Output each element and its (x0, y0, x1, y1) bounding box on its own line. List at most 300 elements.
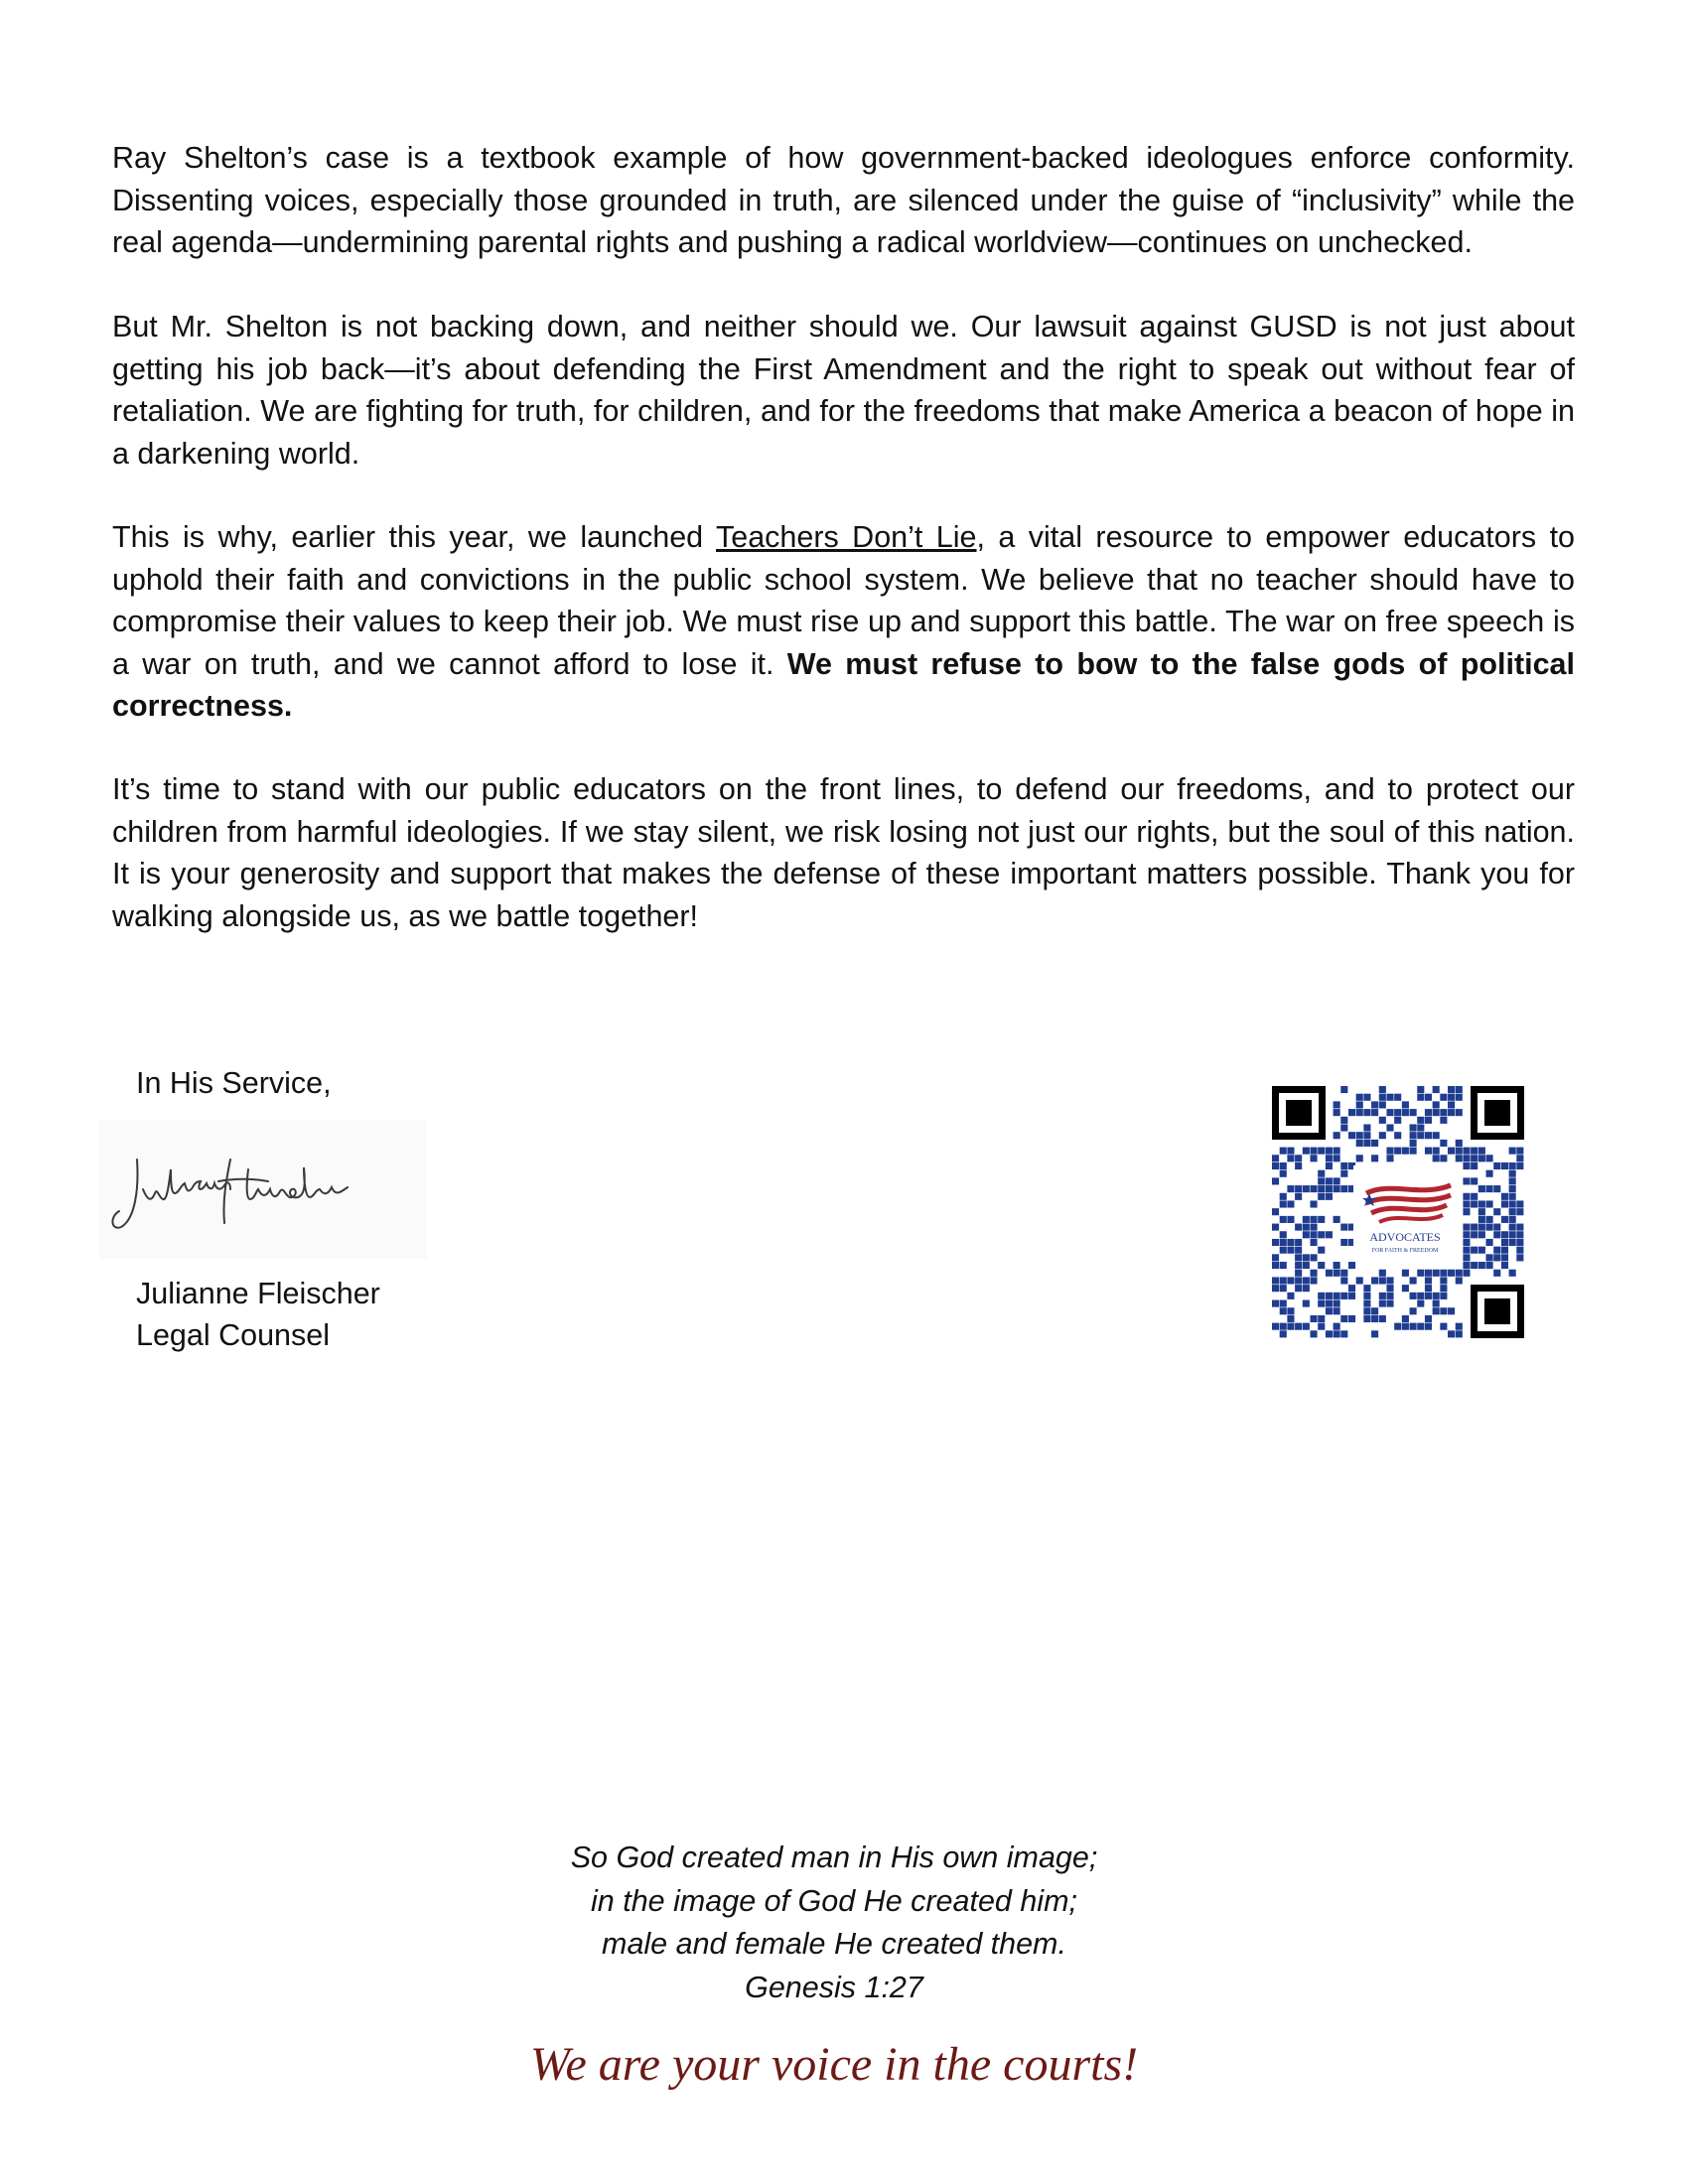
qr-module (1456, 1155, 1463, 1161)
qr-module (1410, 1124, 1417, 1131)
qr-module (1280, 1323, 1287, 1330)
qr-module (1272, 1162, 1279, 1169)
qr-module (1272, 1224, 1279, 1231)
qr-module (1326, 1162, 1333, 1169)
qr-module (1486, 1185, 1493, 1192)
qr-module (1501, 1193, 1508, 1200)
tagline: We are your voice in the courts! (529, 2038, 1139, 2091)
qr-module (1425, 1323, 1432, 1330)
qr-module (1410, 1307, 1417, 1314)
qr-module (1340, 1170, 1347, 1177)
qr-module (1386, 1148, 1393, 1155)
qr-module (1272, 1323, 1279, 1330)
qr-module (1425, 1270, 1432, 1277)
qr-module (1272, 1285, 1279, 1292)
qr-module (1371, 1101, 1378, 1108)
qr-module (1386, 1094, 1393, 1101)
qr-module (1272, 1177, 1279, 1184)
qr-module (1471, 1193, 1477, 1200)
qr-module (1310, 1185, 1317, 1192)
qr-module (1318, 1177, 1325, 1184)
qr-module (1478, 1208, 1485, 1215)
qr-module (1318, 1216, 1325, 1223)
qr-module (1371, 1330, 1378, 1337)
paragraph-3-bold: We must refuse to bow to the false gods of political correctness. (112, 646, 1575, 723)
paragraph-1: Ray Shelton’s case is a textbook example of how government-backed ideologues enforce conformity. Dissenting voices, especially those grounded in truth, are silenced under the guise of “inclusivity” while the real agenda—undermining parental rights and pushing a radical worldview—continues on unchecked. (112, 141, 1575, 259)
qr-module (1340, 1277, 1347, 1284)
qr-module (1303, 1254, 1310, 1261)
qr-module (1295, 1285, 1302, 1292)
qr-module (1463, 1162, 1470, 1169)
qr-module (1356, 1277, 1363, 1284)
qr-module (1272, 1254, 1279, 1261)
teachers-dont-lie-link[interactable]: Teachers Don’t Lie (716, 520, 977, 554)
qr-module (1471, 1262, 1477, 1269)
qr-module (1363, 1315, 1370, 1322)
qr-module (1334, 1101, 1340, 1108)
qr-module (1334, 1323, 1340, 1330)
qr-module (1509, 1185, 1516, 1192)
signature (99, 1120, 427, 1259)
qr-module (1402, 1101, 1409, 1108)
qr-module (1471, 1224, 1477, 1231)
qr-module (1326, 1177, 1333, 1184)
qr-module (1379, 1094, 1386, 1101)
qr-module (1280, 1307, 1287, 1314)
qr-module (1463, 1208, 1470, 1215)
qr-module (1310, 1239, 1317, 1246)
qr-module (1310, 1270, 1317, 1277)
signature-image (99, 1120, 427, 1259)
qr-module (1287, 1155, 1294, 1161)
qr-module (1471, 1148, 1477, 1155)
qr-module (1425, 1315, 1432, 1322)
qr-module (1516, 1254, 1523, 1261)
qr-module (1287, 1200, 1294, 1207)
qr-module (1318, 1262, 1325, 1269)
qr-module (1509, 1170, 1516, 1177)
qr-module (1287, 1277, 1294, 1284)
qr-module (1310, 1254, 1317, 1261)
qr-module (1287, 1323, 1294, 1330)
qr-module (1310, 1231, 1317, 1238)
qr-module (1326, 1307, 1333, 1314)
qr-module (1456, 1277, 1463, 1284)
qr-module (1471, 1155, 1477, 1161)
qr-module (1287, 1216, 1294, 1223)
qr-module (1493, 1231, 1500, 1238)
qr-module (1379, 1117, 1386, 1124)
qr-module (1310, 1315, 1317, 1322)
qr-module (1478, 1155, 1485, 1161)
qr-module (1440, 1285, 1447, 1292)
qr-module (1486, 1239, 1493, 1246)
qr-module (1371, 1140, 1378, 1147)
qr-module (1433, 1300, 1440, 1307)
qr-module (1280, 1231, 1287, 1238)
qr-module (1417, 1270, 1424, 1277)
qr-module (1363, 1094, 1370, 1101)
signer-title: Legal Counsel (136, 1318, 331, 1352)
qr-module (1425, 1109, 1432, 1116)
qr-module (1425, 1277, 1432, 1284)
qr-module (1478, 1231, 1485, 1238)
qr-module (1287, 1148, 1294, 1155)
qr-module (1334, 1307, 1340, 1314)
qr-module (1440, 1323, 1447, 1330)
qr-module (1509, 1148, 1516, 1155)
qr-module (1318, 1323, 1325, 1330)
qr-module (1478, 1216, 1485, 1223)
qr-module (1410, 1109, 1417, 1116)
qr-module (1440, 1094, 1447, 1101)
qr-module (1486, 1170, 1493, 1177)
paragraph-3-text-cont: , a vital resource to empower educators to uphold their faith and convictions in the public school system. We believe that no teacher should have to compromise their values to keep their job. We must rise up and support this battle. The war on free speech is a war on truth, and we cannot afford to lose it. (112, 520, 1576, 681)
qr-module (1433, 1155, 1440, 1161)
qr-module (1303, 1262, 1310, 1269)
qr-module (1340, 1185, 1347, 1192)
qr-module (1287, 1293, 1294, 1299)
qr-logo-text: ADVOCATES (1369, 1230, 1441, 1244)
qr-module (1433, 1101, 1440, 1108)
qr-module (1448, 1330, 1455, 1337)
qr-module (1402, 1315, 1409, 1322)
qr-module (1509, 1208, 1516, 1215)
qr-module (1410, 1293, 1417, 1299)
qr-module (1456, 1094, 1463, 1101)
qr-module (1425, 1094, 1432, 1101)
qr-module (1509, 1200, 1516, 1207)
qr-module (1463, 1155, 1470, 1161)
qr-module (1463, 1247, 1470, 1254)
qr-module (1295, 1193, 1302, 1200)
qr-module (1280, 1262, 1287, 1269)
qr-module (1478, 1148, 1485, 1155)
qr-module (1348, 1285, 1355, 1292)
qr-module (1501, 1254, 1508, 1261)
qr-module (1280, 1239, 1287, 1246)
qr-module (1471, 1177, 1477, 1184)
qr-module (1486, 1155, 1493, 1161)
qr-module (1280, 1170, 1287, 1177)
qr-module (1516, 1155, 1523, 1161)
qr-module (1303, 1148, 1310, 1155)
qr-module (1448, 1148, 1455, 1155)
salutation: In His Service, (136, 1066, 332, 1100)
qr-module (1356, 1109, 1363, 1116)
qr-module (1501, 1262, 1508, 1269)
qr-module (1386, 1124, 1393, 1131)
qr-module (1486, 1200, 1493, 1207)
qr-module (1440, 1140, 1447, 1147)
qr-module (1417, 1293, 1424, 1299)
qr-module (1348, 1262, 1355, 1269)
qr-module (1318, 1300, 1325, 1307)
qr-module (1340, 1330, 1347, 1337)
qr-module (1493, 1208, 1500, 1215)
qr-module (1509, 1239, 1516, 1246)
qr-module (1509, 1216, 1516, 1223)
qr-module (1493, 1185, 1500, 1192)
qr-module (1516, 1239, 1523, 1246)
qr-module (1318, 1247, 1325, 1254)
paragraph-4: It’s time to stand with our public educators on the front lines, to defend our freedoms, and to protect our children from harmful ideologies. If we stay silent, we risk losing not just our rights, but the soul of this nation. It is your generosity and support that makes the defense of these important matters possible. Thank you for walking alongside us, as we battle together! (112, 772, 1575, 933)
qr-finder-center (1484, 1298, 1510, 1324)
qr-module (1386, 1109, 1393, 1116)
qr-module (1334, 1132, 1340, 1139)
qr-module (1340, 1239, 1347, 1246)
qr-module (1318, 1293, 1325, 1299)
qr-module (1448, 1086, 1455, 1093)
qr-module (1516, 1200, 1523, 1207)
qr-logo-subtext: FOR FAITH & FREEDOM (1371, 1248, 1439, 1254)
qr-module (1478, 1224, 1485, 1231)
qr-module (1501, 1200, 1508, 1207)
qr-module (1379, 1270, 1386, 1277)
verse-reference: Genesis 1:27 (745, 1970, 923, 2004)
qr-module (1340, 1270, 1347, 1277)
qr-module (1356, 1094, 1363, 1101)
qr-code[interactable] (1272, 1086, 1524, 1338)
qr-module (1280, 1200, 1287, 1207)
qr-module (1318, 1170, 1325, 1177)
qr-module (1386, 1300, 1393, 1307)
qr-module (1334, 1155, 1340, 1161)
qr-module (1326, 1270, 1333, 1277)
qr-module (1371, 1155, 1378, 1161)
qr-module (1417, 1323, 1424, 1330)
qr-module (1410, 1132, 1417, 1139)
qr-module (1326, 1231, 1333, 1238)
qr-module (1463, 1262, 1470, 1269)
qr-module (1340, 1224, 1347, 1231)
qr-module (1280, 1216, 1287, 1223)
qr-module (1363, 1293, 1370, 1299)
qr-module (1295, 1262, 1302, 1269)
qr-module (1379, 1315, 1386, 1322)
qr-module (1363, 1124, 1370, 1131)
qr-module (1334, 1177, 1340, 1184)
qr-module (1379, 1101, 1386, 1108)
qr-module (1463, 1239, 1470, 1246)
qr-module (1456, 1270, 1463, 1277)
qr-module (1471, 1162, 1477, 1169)
qr-module (1334, 1262, 1340, 1269)
qr-module (1379, 1293, 1386, 1299)
qr-module (1417, 1300, 1424, 1307)
qr-module (1440, 1117, 1447, 1124)
qr-module (1456, 1330, 1463, 1337)
qr-module (1318, 1193, 1325, 1200)
qr-module (1295, 1323, 1302, 1330)
qr-module (1509, 1231, 1516, 1238)
qr-module (1410, 1140, 1417, 1147)
qr-module (1501, 1239, 1508, 1246)
qr-module (1340, 1293, 1347, 1299)
qr-module (1417, 1086, 1424, 1093)
qr-module (1295, 1185, 1302, 1192)
qr-module (1471, 1200, 1477, 1207)
qr-module (1394, 1148, 1401, 1155)
qr-module (1440, 1109, 1447, 1116)
qr-module (1310, 1200, 1317, 1207)
qr-module (1348, 1132, 1355, 1139)
qr-module (1310, 1216, 1317, 1223)
qr-module (1516, 1208, 1523, 1215)
qr-module (1295, 1162, 1302, 1169)
qr-module (1318, 1148, 1325, 1155)
qr-module (1417, 1094, 1424, 1101)
qr-module (1280, 1277, 1287, 1284)
qr-module (1363, 1109, 1370, 1116)
qr-module (1340, 1086, 1347, 1093)
qr-module (1433, 1293, 1440, 1299)
qr-module (1448, 1109, 1455, 1116)
qr-module (1410, 1323, 1417, 1330)
qr-module (1379, 1300, 1386, 1307)
qr-module (1379, 1132, 1386, 1139)
qr-module (1348, 1293, 1355, 1299)
qr-module (1326, 1193, 1333, 1200)
qr-module (1295, 1155, 1302, 1161)
qr-module (1280, 1162, 1287, 1169)
qr-module (1303, 1224, 1310, 1231)
qr-module (1463, 1177, 1470, 1184)
qr-module (1371, 1315, 1378, 1322)
qr-module (1493, 1224, 1500, 1231)
qr-module (1340, 1315, 1347, 1322)
qr-module (1486, 1224, 1493, 1231)
qr-module (1501, 1231, 1508, 1238)
qr-module (1463, 1231, 1470, 1238)
qr-module (1394, 1109, 1401, 1116)
qr-module (1425, 1293, 1432, 1299)
qr-module (1463, 1270, 1470, 1277)
qr-module (1516, 1247, 1523, 1254)
qr-module (1371, 1307, 1378, 1314)
verse-line-2: in the image of God He created him; (591, 1883, 1077, 1918)
qr-module (1448, 1101, 1455, 1108)
qr-module (1478, 1247, 1485, 1254)
qr-module (1334, 1293, 1340, 1299)
verse-line-1: So God created man in His own image; (570, 1841, 1098, 1874)
qr-finder-center (1286, 1100, 1312, 1126)
qr-module (1463, 1224, 1470, 1231)
qr-module (1493, 1270, 1500, 1277)
qr-module (1501, 1247, 1508, 1254)
qr-module (1471, 1231, 1477, 1238)
qr-module (1340, 1162, 1347, 1169)
qr-module (1509, 1224, 1516, 1231)
qr-module (1509, 1270, 1516, 1277)
qr-module (1363, 1307, 1370, 1314)
qr-module (1394, 1132, 1401, 1139)
qr-module (1334, 1330, 1340, 1337)
qr-module (1493, 1162, 1500, 1169)
qr-module (1433, 1086, 1440, 1093)
qr-module (1433, 1270, 1440, 1277)
qr-module (1363, 1285, 1370, 1292)
qr-code-image[interactable] (1272, 1086, 1524, 1338)
qr-module (1463, 1200, 1470, 1207)
qr-module (1287, 1185, 1294, 1192)
qr-module (1272, 1239, 1279, 1246)
qr-module (1379, 1086, 1386, 1093)
qr-module (1348, 1109, 1355, 1116)
qr-module (1326, 1155, 1333, 1161)
qr-module (1402, 1109, 1409, 1116)
qr-module (1509, 1162, 1516, 1169)
qr-module (1456, 1148, 1463, 1155)
qr-module (1295, 1224, 1302, 1231)
qr-module (1334, 1216, 1340, 1223)
qr-module (1471, 1247, 1477, 1254)
qr-module (1356, 1101, 1363, 1108)
qr-module (1287, 1307, 1294, 1314)
qr-module (1280, 1148, 1287, 1155)
qr-module (1272, 1300, 1279, 1307)
qr-module (1394, 1117, 1401, 1124)
qr-module (1310, 1224, 1317, 1231)
qr-module (1478, 1185, 1485, 1192)
qr-module (1295, 1277, 1302, 1284)
qr-module (1348, 1315, 1355, 1322)
qr-module (1303, 1216, 1310, 1223)
qr-module (1272, 1262, 1279, 1269)
paragraph-3 (112, 516, 1575, 728)
qr-module (1394, 1094, 1401, 1101)
qr-module (1303, 1285, 1310, 1292)
qr-module (1310, 1330, 1317, 1337)
qr-module (1272, 1277, 1279, 1284)
qr-module (1363, 1132, 1370, 1139)
paragraph-2: But Mr. Shelton is not backing down, and neither should we. Our lawsuit against GUSD is not just about getting his job back—it’s about defending the First Amendment and the right to speak out without fear of retaliation. We are fighting for truth, for children, and for the freedoms that make America a beacon of hope in a darkening world. (112, 310, 1575, 471)
qr-module (1303, 1277, 1310, 1284)
qr-finder-center (1484, 1100, 1510, 1126)
qr-module (1410, 1277, 1417, 1284)
qr-module (1326, 1148, 1333, 1155)
qr-module (1386, 1277, 1393, 1284)
qr-module (1340, 1124, 1347, 1131)
qr-module (1448, 1270, 1455, 1277)
qr-module (1356, 1155, 1363, 1161)
bible-verse (437, 1837, 1231, 2009)
qr-module (1425, 1285, 1432, 1292)
qr-module (1287, 1247, 1294, 1254)
qr-module (1287, 1239, 1294, 1246)
qr-module (1456, 1140, 1463, 1147)
qr-module (1456, 1109, 1463, 1116)
qr-module (1425, 1132, 1432, 1139)
qr-module (1440, 1270, 1447, 1277)
qr-module (1440, 1293, 1447, 1299)
qr-module (1433, 1109, 1440, 1116)
qr-module (1463, 1148, 1470, 1155)
qr-module (1402, 1270, 1409, 1277)
qr-module (1280, 1330, 1287, 1337)
qr-module (1318, 1231, 1325, 1238)
qr-module (1478, 1200, 1485, 1207)
qr-module (1334, 1270, 1340, 1277)
qr-module (1280, 1247, 1287, 1254)
qr-module (1371, 1277, 1378, 1284)
signer-name: Julianne Fleischer (136, 1277, 380, 1310)
qr-module (1486, 1216, 1493, 1223)
qr-module (1425, 1148, 1432, 1155)
qr-module (1363, 1140, 1370, 1147)
qr-module (1410, 1148, 1417, 1155)
qr-module (1326, 1300, 1333, 1307)
